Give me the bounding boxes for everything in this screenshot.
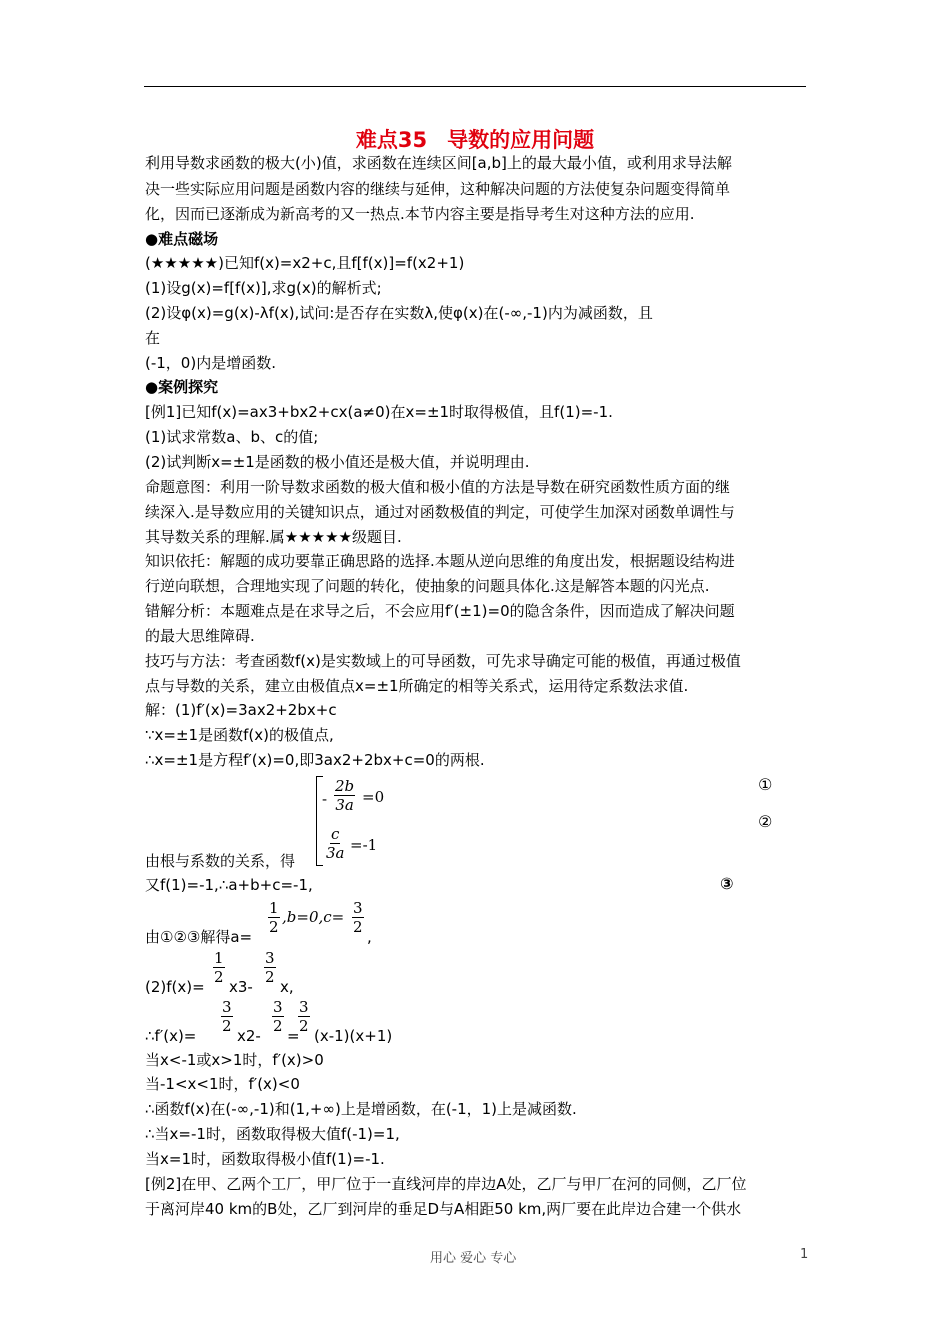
text-line: (-1，0)内是增函数. [145, 354, 276, 372]
solve-tail: , [367, 928, 372, 946]
text-line: (2)设φ(x)=g(x)-λf(x),试问:是否存在实数λ,使φ(x)在(-∞,-1)内为减函数，且 [145, 304, 653, 322]
text-line: 点与导数的关系，建立由极值点x=±1所确定的相等关系式，运用待定系数法求值. [145, 677, 689, 695]
eq1-minus: - [322, 790, 328, 808]
text-line: 又f(1)=-1,∴a+b+c=-1, [145, 876, 313, 894]
text-line: ∴函数f(x)在(-∞,-1)和(1,+∞)上是增函数，在(-1，1)上是减函数. [145, 1100, 577, 1118]
text-line: 在 [145, 329, 161, 347]
section-heading: ●难点磁场 [145, 230, 219, 248]
text-line: 续深入.是导数应用的关键知识点，通过对函数极值的判定，可使学生加深对函数单调性与 [145, 503, 735, 521]
text-line: 其导数关系的理解.属★★★★★级题目. [145, 528, 402, 546]
a-fraction: $\frac{1}{2}$ [269, 899, 279, 936]
fx-fraction-2: $\frac{3}{2}$ [265, 949, 275, 986]
fpx-fraction-3: $\frac{3}{2}$ [299, 998, 309, 1035]
eq-marker: ③ [720, 874, 734, 893]
text-line: (2)试判断x=±1是函数的极小值还是极大值，并说明理由. [145, 453, 530, 471]
eq2-fraction: $\frac{c}{3a}$ [326, 825, 345, 862]
text-line: ∴当x=-1时，函数取得极大值f(-1)=1, [145, 1125, 400, 1143]
text-line: (2)f(x)= [145, 978, 205, 996]
text-line: 利用导数求函数的极大(小)值，求函数在连续区间[a,b]上的最大最小值，或利用求导法解 [145, 154, 732, 172]
text-line: 化，因而已逐渐成为新高考的又一热点.本节内容主要是指导考生对这种方法的应用. [145, 205, 695, 223]
text-line: 当x<-1或x>1时，f′(x)>0 [145, 1051, 324, 1069]
text-line: 的最大思维障碍. [145, 627, 255, 645]
fx-fraction-1: $\frac{1}{2}$ [214, 949, 224, 986]
text-line: ∴x=±1是方程f′(x)=0,即3ax2+2bx+c=0的两根. [145, 751, 485, 769]
text-line: 当x=1时，函数取得极小值f(1)=-1. [145, 1150, 385, 1168]
text-line: 决一些实际应用问题是函数内容的继续与延伸，这种解决问题的方法使复杂问题变得简单 [145, 180, 731, 198]
header-rule [144, 86, 806, 87]
fx-term-1: x3- [229, 978, 253, 996]
section-heading: ●案例探究 [145, 378, 219, 396]
fpx-equals: = [287, 1027, 300, 1045]
text-line: ∵x=±1是函数f(x)的极值点, [145, 726, 334, 744]
eq-marker: ② [758, 812, 773, 831]
fpx-term-3: (x-1)(x+1) [314, 1027, 393, 1045]
fx-term-2: x, [280, 978, 294, 996]
fpx-term-1: x2- [237, 1027, 261, 1045]
text-line: 技巧与方法：考查函数f(x)是实数域上的可导函数，可先求导确定可能的极值，再通过极值 [145, 652, 741, 670]
text-line: 知识依托：解题的成功要靠正确思路的选择.本题从逆向思维的角度出发，根据题设结构进 [145, 552, 735, 570]
fpx-fraction-1: $\frac{3}{2}$ [222, 998, 232, 1035]
eq1-fraction: $\frac{2b}{3a}$ [335, 777, 355, 814]
text-line: 命题意图：利用一阶导数求函数的极大值和极小值的方法是导数在研究函数性质方面的继 [145, 478, 731, 496]
text-line: 解：(1)f′(x)=3ax2+2bx+c [145, 701, 337, 719]
text-line: (1)试求常数a、b、c的值; [145, 428, 319, 446]
text-line: 于离河岸40 km的B处，乙厂到河岸的垂足D与A相距50 km,两厂要在此岸边合建一个供水 [145, 1200, 742, 1218]
solve-mid: ,b=0,c= [282, 908, 345, 926]
eq2-rhs: =-1 [350, 836, 378, 854]
footer-text: 用心 爱心 专心 [430, 1251, 517, 1266]
text-line: [例2]在甲、乙两个工厂，甲厂位于一直线河岸的岸边A处，乙厂与甲厂在河的同侧，乙厂位 [145, 1175, 747, 1193]
text-line: (★★★★★)已知f(x)=x2+c,且f[f(x)]=f(x2+1) [145, 254, 465, 272]
text-line: 错解分析：本题难点是在求导之后，不会应用f′(±1)=0的隐含条件，因而造成了解决问题 [145, 602, 735, 620]
page-title: 难点35 导数的应用问题 [355, 128, 595, 152]
eq-marker: ① [758, 775, 773, 794]
eq1-rhs: =0 [362, 788, 385, 806]
text-line: (1)设g(x)=f[f(x)],求g(x)的解析式; [145, 279, 382, 297]
fpx-fraction-2: $\frac{3}{2}$ [273, 998, 283, 1035]
text-line: 由根与系数的关系，得 [145, 852, 296, 870]
text-line: [例1]已知f(x)=ax3+bx2+cx(a≠0)在x=±1时取得极值，且f(1)=-1. [145, 403, 613, 421]
text-line: 由①②③解得a= [145, 928, 253, 946]
c-fraction: $\frac{3}{2}$ [353, 899, 363, 936]
text-line: ∴f′(x)= [145, 1027, 197, 1045]
text-line: 行逆向联想，合理地实现了问题的转化，使抽象的问题具体化.这是解答本题的闪光点. [145, 577, 710, 595]
text-line: 当-1<x<1时，f′(x)<0 [145, 1075, 300, 1093]
page-number: 1 [800, 1247, 809, 1262]
